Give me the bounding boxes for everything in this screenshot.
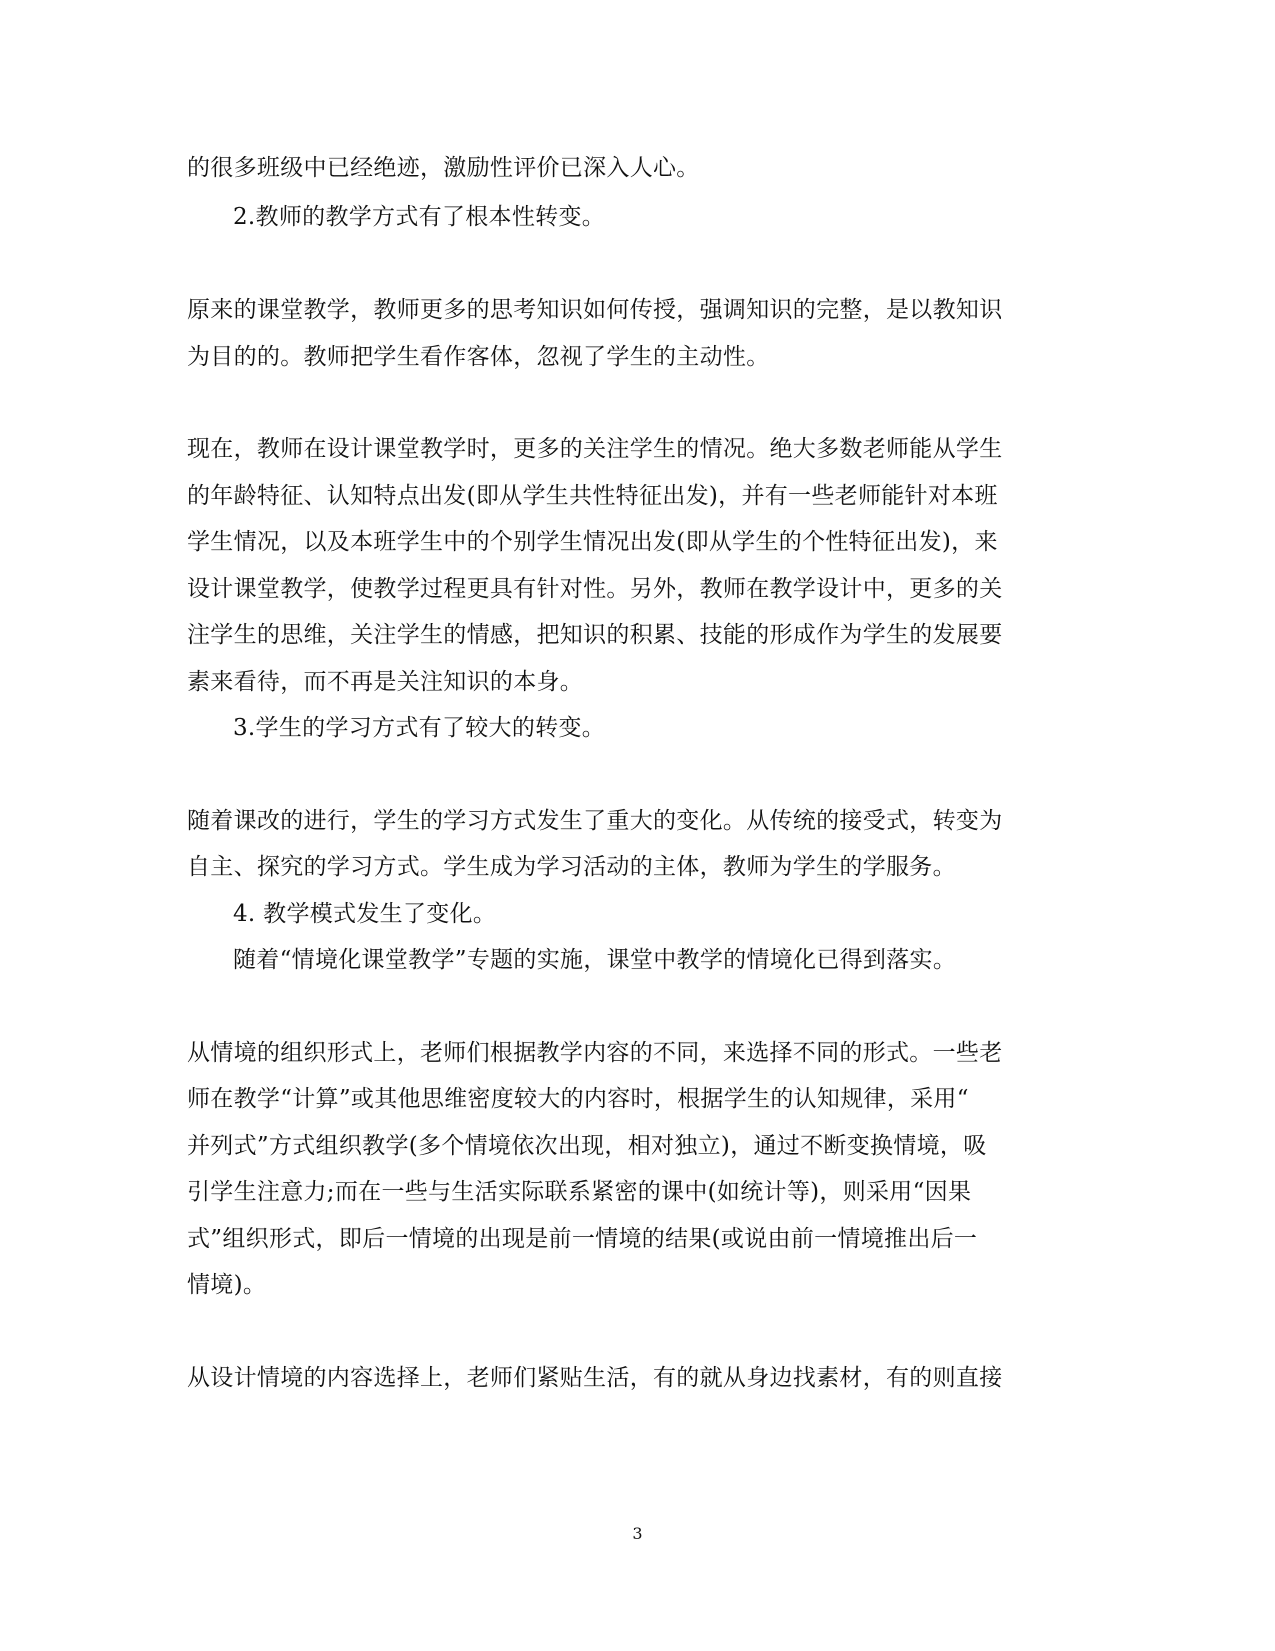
body-line: 随着“情境化课堂教学”专题的实施，课堂中教学的情境化已得到落实。 <box>233 947 957 973</box>
section-heading: 2.教师的教学方式有了根本性转变。 <box>233 204 606 230</box>
body-line: 师在教学“计算”或其他思维密度较大的内容时，根据学生的认知规律，采用“ <box>187 1086 969 1112</box>
section-heading: 4. 教学模式发生了变化。 <box>233 901 497 927</box>
body-line: 引学生注意力;而在一些与生活实际联系紧密的课中(如统计等)，则采用“因果 <box>187 1179 972 1205</box>
body-line: 的年龄特征、认知特点出发(即从学生共性特征出发)，并有一些老师能针对本班 <box>187 483 998 509</box>
body-line: 并列式”方式组织教学(多个情境依次出现，相对独立)，通过不断变换情境，吸 <box>187 1133 987 1159</box>
body-line: 为目的的。教师把学生看作客体，忽视了学生的主动性。 <box>187 344 770 370</box>
body-line: 式”组织形式，即后一情境的出现是前一情境的结果(或说由前一情境推出后一 <box>187 1226 978 1252</box>
body-line: 现在，教师在设计课堂教学时，更多的关注学生的情况。绝大多数老师能从学生 <box>187 436 1003 462</box>
body-line: 从设计情境的内容选择上，老师们紧贴生活，有的就从身边找素材，有的则直接 <box>187 1365 1003 1391</box>
body-line: 素来看待，而不再是关注知识的本身。 <box>187 669 584 695</box>
body-line: 随着课改的进行，学生的学习方式发生了重大的变化。从传统的接受式，转变为 <box>187 808 1003 834</box>
page-number: 3 <box>632 1524 643 1543</box>
body-line: 自主、探究的学习方式。学生成为学习活动的主体，教师为学生的学服务。 <box>187 854 956 880</box>
section-heading: 3.学生的学习方式有了较大的转变。 <box>233 715 606 741</box>
body-line: 原来的课堂教学，教师更多的思考知识如何传授，强调知识的完整，是以教知识 <box>187 297 1003 323</box>
body-line: 从情境的组织形式上，老师们根据教学内容的不同，来选择不同的形式。一些老 <box>187 1040 1003 1066</box>
body-line: 的很多班级中已经绝迹，激励性评价已深入人心。 <box>187 155 700 181</box>
body-line: 情境)。 <box>187 1272 267 1298</box>
body-line: 学生情况，以及本班学生中的个别学生情况出发(即从学生的个性特征出发)，来 <box>187 529 998 555</box>
body-line: 注学生的思维，关注学生的情感，把知识的积累、技能的形成作为学生的发展要 <box>187 622 1003 648</box>
body-line: 设计课堂教学，使教学过程更具有针对性。另外，教师在教学设计中，更多的关 <box>187 576 1003 602</box>
